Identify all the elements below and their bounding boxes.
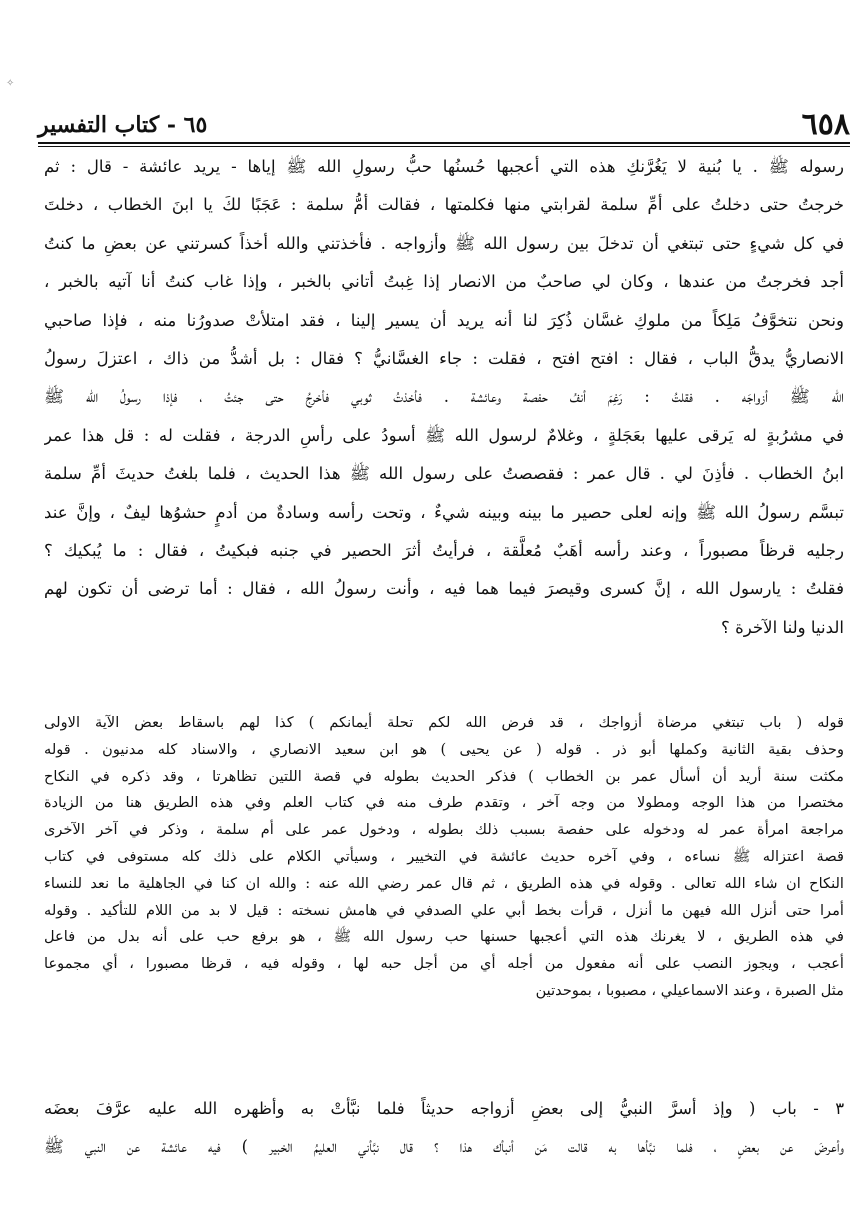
commentary-line: النكاح ان شاء الله تعالى . وقوله في هذه الطريق ، ثم قال عمر رضي الله عنه : والله ان كنا في الجاهلية ما نعد للنساء — [44, 874, 844, 892]
hadith-line: رجليه قرظاً مصبوراً ، وعند رأسه أهَبٌ مُعلَّقة ، فرأيتُ أثرَ الحصير في جنبه فبكيتُ ، فقال : ما يُبكيك ؟ — [44, 540, 844, 560]
hadith-line: فقلتُ : يارسول الله ، إنَّ كسرى وقيصرَ فيما هما فيه ، وأنت رسولُ الله ، فقال : أما ترضى أن تكون لهم — [44, 579, 844, 599]
hadith-text — [44, 148, 844, 647]
chapter-title: ٦٥ - كتاب التفسير — [38, 112, 208, 138]
commentary-line: أمرا حتى أنزل الله فيهن ما أنزل ، قرأت بخط أبي علي الصدفي في هامش نسخته : قيل لا بد من اللام للتأكيد . وقوله — [44, 901, 844, 919]
chapter-heading-line: ٣ - باب ( وإذ أسرَّ النبيُّ إلى بعضِ أزواجه حديثاً فلما نبَّأتْ به وأظهره الله عليه عرَّفَ بعضَه — [44, 1099, 844, 1118]
hadith-line: في مشرُبةٍ له يَرقى عليها بعَجَلةٍ ، وغلامٌ لرسول الله ﷺ أسودُ على رأسِ الدرجة ، فقلت له : قل هذا عمر — [44, 425, 844, 445]
commentary-line: وحذف بقية الثانية وكملها أبو ذر . قوله ( عن يحيى ) هو ابن سعيد الانصاري ، والاسناد كله مدنيون . قوله — [44, 740, 844, 758]
commentary-line: مثل الصبرة ، وعند الاسماعيلي ، مصبوبا ، بموحدتين — [535, 981, 844, 999]
commentary-line: قوله ( باب تبتغي مرضاة أزواجك ، قد فرض الله لكم تحلة أيمانكم ) كذا لهم باسقاط بعض الآية الاولى — [44, 714, 844, 731]
chapter-heading-line: وأعرضَ عن بعضٍ ، فلما نبَّأها به قالت مَن أنبأك هذا ؟ قال نبَّأني العليمُ الخبير ) فيه عائشة عن النبي ﷺ — [44, 1137, 844, 1156]
commentary-line: قصة اعتزاله ﷺ نساءه ، وفي آخره حديث عائشة في التخيير ، وسيأتي الكلام على ذلك كله مستوفى في كتاب — [44, 847, 844, 865]
hadith-line: في كل شيءٍ حتى تبتغي أن تدخلَ بين رسول الله ﷺ وأزواجه . فأخذتني والله أخذاً كسرتني عن بعضِ ما كنتُ — [44, 233, 844, 253]
hadith-line: رسوله ﷺ . يا بُنية لا يَغُرَّنكِ هذه التي أعجبها حُسنُها حبُّ رسولِ الله ﷺ إياها - يريد عائشة - قال : ثم — [44, 157, 844, 176]
hadith-line: الدنيا ولنا الآخرة ؟ — [720, 617, 844, 637]
hadith-line: ابنُ الخطاب . فأذِنَ لي . قال عمر : فقصصتُ على رسول الله ﷺ هذا الحديث ، فلما بلغتُ حديثَ أمِّ سلمة — [44, 464, 844, 484]
commentary-line: مختصرا من هذا الوجه ومطولا من وجه آخر ، وتقدم طرف منه في كتاب العلم وفي هذه الطريق هنا من الزيادة — [44, 794, 844, 812]
hadith-line: الانصاريُّ يدقُّ الباب ، فقال : افتح افتح ، فقلت : جاء الغسَّانيُّ ؟ فقال : بل أشدُّ من ذاك ، اعتزلَ رسولُ — [44, 348, 844, 368]
commentary-line: أعجب ، ويجوز النصب على أنه مفعول من أجله أي من أجل حبه لها ، وقوله فيه ، قرظا مصبورا ، أي مجموعا — [44, 955, 844, 973]
commentary-line: في هذه الطريق ، لا يغرنك هذه التي أعجبها حسنها حب رسول الله ﷺ ، هو برفع حب على أنه بدل من فاعل — [44, 928, 844, 946]
commentary-text — [44, 710, 844, 1005]
page-header — [38, 98, 850, 140]
hadith-line: ونحن نتخوَّفُ مَلِكاً من ملوكِ غسَّان ذُكِرَ لنا أنه يريد أن يسير إلينا ، فقد امتلأتْ صدورُنا منه ، فإذا صاحبي — [44, 310, 844, 330]
hadith-line: أجد فخرجتُ من عندها ، وكان لي صاحبٌ من الانصار إذا غِبتُ أتاني بالخبر ، وإذا غاب كنتُ أنا آتيه بالخبر ، — [44, 272, 844, 292]
hadith-line: الله ﷺ أزواجَه . فقلتُ : رَغِمَ أنفُ حفصة وعائشة . فأخذتُ ثوبي فأخرجُ حتى جئتُ ، فإذا رسولُ الله ﷺ — [44, 387, 844, 407]
page-number: ٦٥٨ — [801, 107, 850, 142]
commentary-line: مكثت سنة أريد أن أسأل عمر بن الخطاب ) فذكر الحديث بطوله في قصة اللتين تظاهرتا ، وقد ذكره في النكاح — [44, 767, 844, 785]
hadith-line: خرجتُ حتى دخلتُ على أمِّ سلمة لقرابتي منها فكلمتها ، فقالت أمُّ سلمة : عَجَبًا لكَ يا ابنَ الخطاب ، دخلتَ — [44, 195, 844, 215]
scan-mark: ✧ — [6, 78, 15, 89]
header-rule — [38, 142, 850, 147]
chapter-heading — [44, 1090, 844, 1166]
hadith-line: تبسَّم رسولُ الله ﷺ وإنه لعلى حصير ما بينه وبينه شيءٌ ، وتحت رأسه وسادةٌ من أدمٍ حشوُها ليفٌ ، وإنَّ عند — [44, 502, 844, 522]
commentary-line: مراجعة امرأة عمر له ودخوله على حفصة بسبب ذلك بطوله ، ودخول عمر على أم سلمة ، وذكر في آخر الآخرى — [44, 821, 844, 839]
